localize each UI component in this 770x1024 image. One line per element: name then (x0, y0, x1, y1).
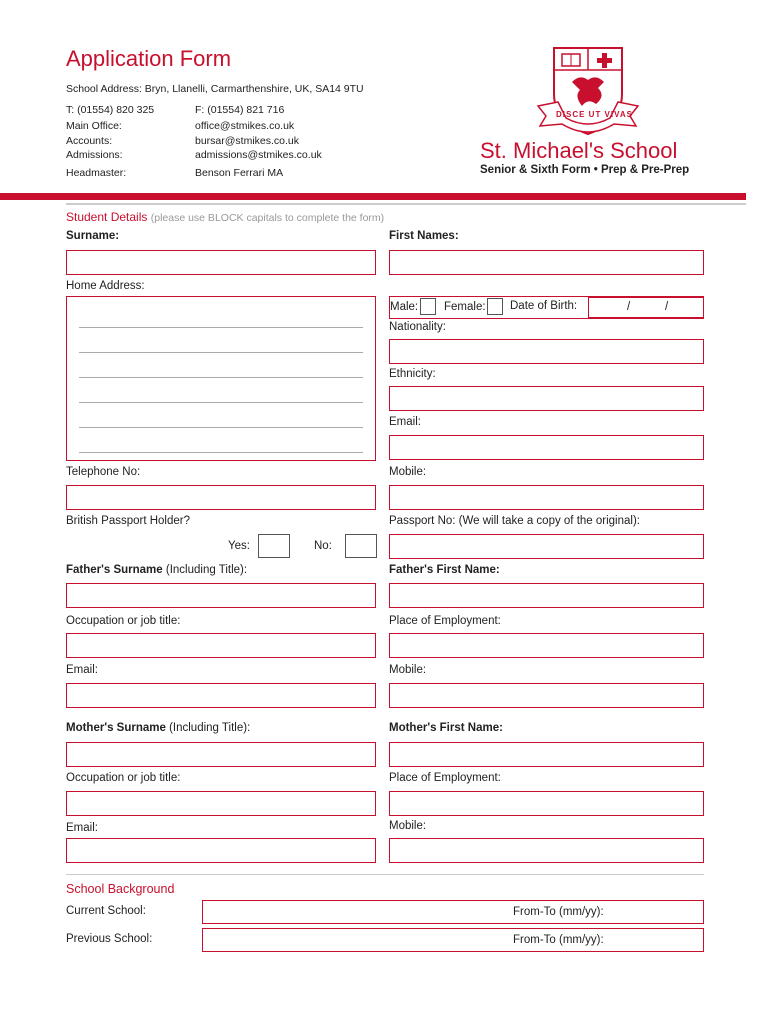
contact-value: office@stmikes.co.uk (195, 120, 295, 132)
father-occupation-label: Occupation or job title: (66, 615, 181, 627)
school-crest-icon (536, 44, 640, 140)
yes-label: Yes: (228, 540, 250, 552)
telephone-label: Telephone No: (66, 466, 141, 478)
contact-label: Admissions: (66, 149, 123, 161)
nationality-label: Nationality: (389, 321, 446, 333)
dob-separator: / (665, 301, 669, 313)
school-motto: DISCE UT VIVAS (556, 110, 633, 119)
contact-value: admissions@stmikes.co.uk (195, 149, 322, 161)
father-employment-label: Place of Employment: (389, 615, 501, 627)
gender-dob-row (389, 296, 704, 319)
passport-no-label: Passport No: (We will take a copy of the original): (389, 515, 640, 527)
male-checkbox[interactable] (420, 298, 436, 315)
male-label: Male: (390, 301, 419, 313)
address-line (79, 352, 363, 353)
dob-field[interactable] (588, 297, 704, 318)
first-names-label: First Names: (389, 230, 459, 242)
section-title: Student Details (66, 210, 148, 224)
page-title: Application Form (66, 46, 232, 71)
header-divider-shadow (66, 203, 746, 205)
father-first-name-label: Father's First Name: (389, 564, 500, 576)
dob-label: Date of Birth: (510, 300, 578, 312)
from-to-label: From-To (mm/yy): (513, 906, 604, 918)
mother-surname-bold: Mother's Surname (66, 722, 166, 734)
contact-value: bursar@stmikes.co.uk (195, 135, 300, 147)
email-label: Email: (389, 416, 421, 428)
father-first-name-field[interactable] (389, 583, 704, 608)
ethnicity-label: Ethnicity: (389, 368, 436, 380)
previous-school-field[interactable] (202, 928, 704, 952)
father-email-field[interactable] (66, 683, 376, 708)
father-surname-field[interactable] (66, 583, 376, 608)
mother-first-name-field[interactable] (389, 742, 704, 767)
father-occupation-field[interactable] (66, 633, 376, 658)
address-line (79, 327, 363, 328)
surname-label: Surname: (66, 230, 120, 242)
mobile-field[interactable] (389, 485, 704, 510)
contact-label: Main Office: (66, 120, 122, 132)
home-address-field[interactable] (66, 296, 376, 461)
header-divider (0, 193, 746, 200)
father-mobile-field[interactable] (389, 683, 704, 708)
father-employment-field[interactable] (389, 633, 704, 658)
mother-surname-field[interactable] (66, 742, 376, 767)
mother-occupation-field[interactable] (66, 791, 376, 816)
father-surname-bold: Father's Surname (66, 564, 163, 576)
father-email-label: Email: (66, 664, 98, 676)
address-line (79, 427, 363, 428)
father-mobile-label: Mobile: (389, 664, 427, 676)
telephone-field[interactable] (66, 485, 376, 510)
mother-mobile-field[interactable] (389, 838, 704, 863)
female-label: Female: (444, 301, 486, 313)
mother-surname-note: (Including Title): (169, 722, 251, 734)
background-section-title: School Background (66, 882, 175, 896)
previous-school-label: Previous School: (66, 933, 153, 945)
mother-email-label: Email: (66, 822, 98, 834)
address-line (79, 452, 363, 453)
mother-email-field[interactable] (66, 838, 376, 863)
contact-label: T: (01554) 820 325 (66, 104, 155, 116)
surname-field[interactable] (66, 250, 376, 275)
dob-separator: / (627, 301, 631, 313)
from-to-label: From-To (mm/yy): (513, 934, 604, 946)
father-surname-note: (Including Title): (165, 564, 248, 576)
ethnicity-field[interactable] (389, 386, 704, 411)
mother-employment-field[interactable] (389, 791, 704, 816)
mother-employment-label: Place of Employment: (389, 772, 501, 784)
school-address: School Address: Bryn, Llanelli, Carmarthenshire, UK, SA14 9TU (66, 83, 364, 95)
nationality-field[interactable] (389, 339, 704, 364)
father-surname-label (66, 564, 247, 576)
mother-occupation-label: Occupation or job title: (66, 772, 181, 784)
student-section-heading (66, 210, 384, 224)
email-field[interactable] (389, 435, 704, 460)
passport-holder-label: British Passport Holder? (66, 515, 190, 527)
passport-no-checkbox[interactable] (345, 534, 377, 558)
contact-value: F: (01554) 821 716 (195, 104, 285, 116)
passport-yes-checkbox[interactable] (258, 534, 290, 558)
first-names-field[interactable] (389, 250, 704, 275)
mother-surname-label (66, 722, 250, 734)
contact-label: Headmaster: (66, 167, 127, 179)
home-address-label: Home Address: (66, 280, 145, 292)
address-line (79, 402, 363, 403)
passport-no-field[interactable] (389, 534, 704, 559)
contact-label: Accounts: (66, 135, 113, 147)
section-note: (please use BLOCK capitals to complete the form) (150, 212, 385, 224)
mother-first-name-label: Mother's First Name: (389, 722, 503, 734)
current-school-label: Current School: (66, 905, 146, 917)
mother-mobile-label: Mobile: (389, 820, 427, 832)
mobile-label: Mobile: (389, 466, 427, 478)
contact-value: Benson Ferrari MA (195, 167, 284, 179)
current-school-field[interactable] (202, 900, 704, 924)
section-divider (66, 874, 704, 875)
no-label: No: (314, 540, 332, 552)
address-line (79, 377, 363, 378)
school-subtitle: Senior & Sixth Form • Prep & Pre-Prep (480, 164, 690, 176)
school-name: St. Michael's School (480, 138, 678, 163)
female-checkbox[interactable] (487, 298, 503, 315)
